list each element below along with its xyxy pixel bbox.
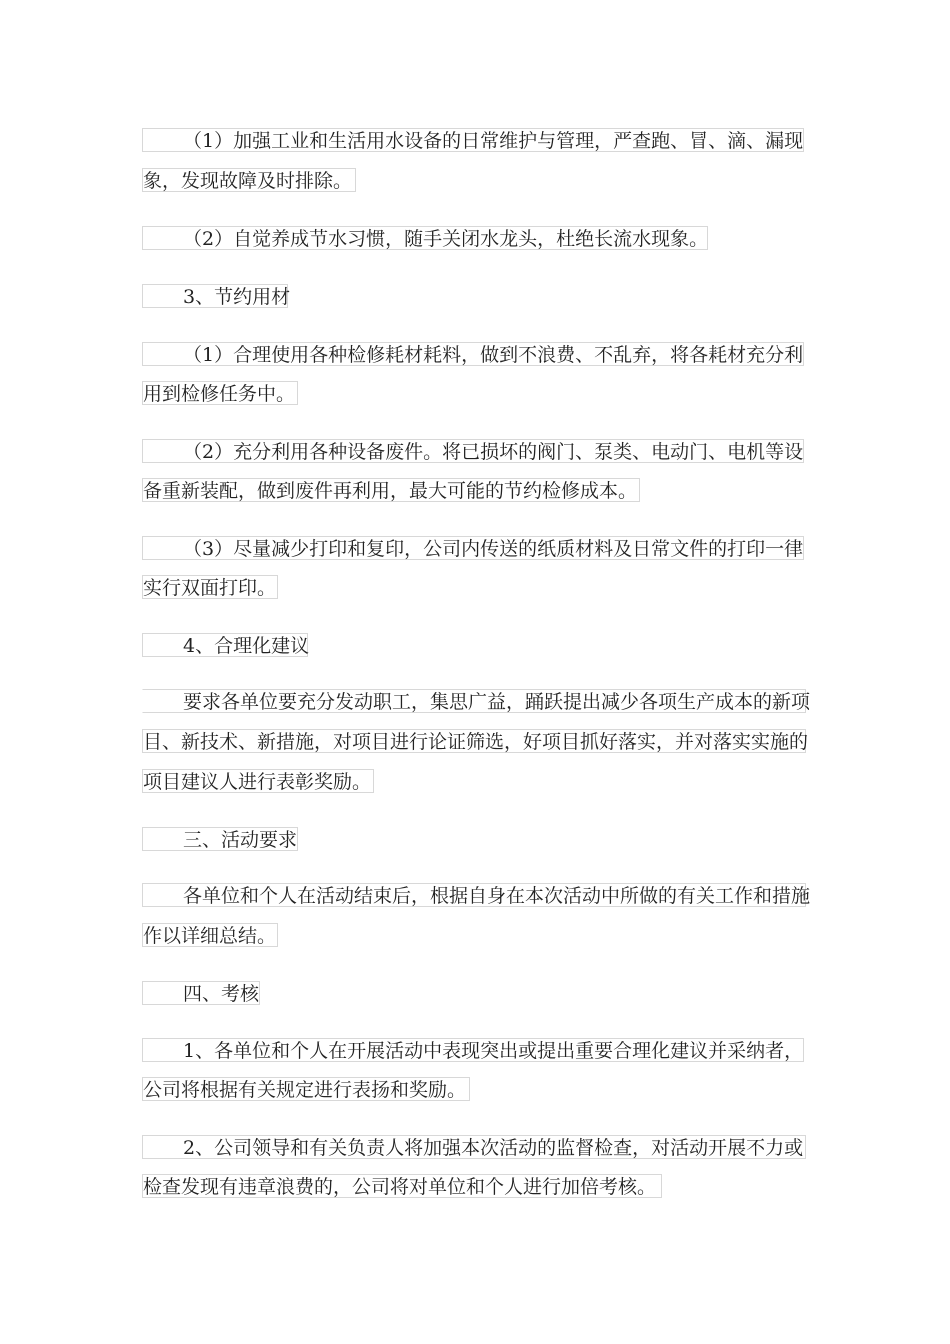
paragraph-line: 1、各单位和个人在开展活动中表现突出或提出重要合理化建议并采纳者， bbox=[142, 1038, 804, 1062]
section-heading: 4、合理化建议 bbox=[142, 633, 308, 657]
paragraph-line: 项目建议人进行表彰奖励。 bbox=[142, 769, 374, 793]
paragraph-line: （1）合理使用各种检修耗材耗料，做到不浪费、不乱弃，将各耗材充分利 bbox=[142, 342, 804, 366]
paragraph-line: （2）充分利用各种设备废件。将已损坏的阀门、泵类、电动门、电机等设 bbox=[142, 439, 804, 463]
paragraph-line: 检查发现有违章浪费的，公司将对单位和个人进行加倍考核。 bbox=[142, 1174, 662, 1198]
section-heading: 四、考核 bbox=[142, 981, 260, 1005]
paragraph-line: 用到检修任务中。 bbox=[142, 381, 298, 405]
paragraph-line: 作以详细总结。 bbox=[143, 925, 277, 947]
paragraph-line: 各单位和个人在活动结束后，根据自身在本次活动中所做的有关工作和措施 bbox=[142, 883, 806, 907]
paragraph-line: （1）加强工业和生活用水设备的日常维护与管理，严查跑、冒、滴、漏现 bbox=[142, 128, 804, 152]
paragraph-line: 目、新技术、新措施，对项目进行论证筛选，好项目抓好落实，并对落实实施的 bbox=[143, 731, 809, 753]
paragraph-line: （2）自觉养成节水习惯，随手关闭水龙头，杜绝长流水现象。 bbox=[142, 226, 708, 250]
paragraph-line: 公司将根据有关规定进行表扬和奖励。 bbox=[142, 1077, 470, 1101]
paragraph-line: 实行双面打印。 bbox=[143, 577, 277, 599]
paragraph-line: （3）尽量减少打印和复印，公司内传送的纸质材料及日常文件的打印一律 bbox=[142, 536, 804, 560]
paragraph-line: 备重新装配，做到废件再利用，最大可能的节约检修成本。 bbox=[142, 478, 640, 502]
section-heading: 三、活动要求 bbox=[142, 827, 298, 851]
paragraph-line: 2、公司领导和有关负责人将加强本次活动的监督检查，对活动开展不力或 bbox=[142, 1135, 806, 1159]
paragraph-line: 要求各单位要充分发动职工，集思广益，踊跃提出减少各项生产成本的新项 bbox=[142, 689, 806, 713]
section-heading: 3、节约用材 bbox=[142, 284, 288, 308]
paragraph-line: 象，发现故障及时排除。 bbox=[142, 168, 356, 192]
